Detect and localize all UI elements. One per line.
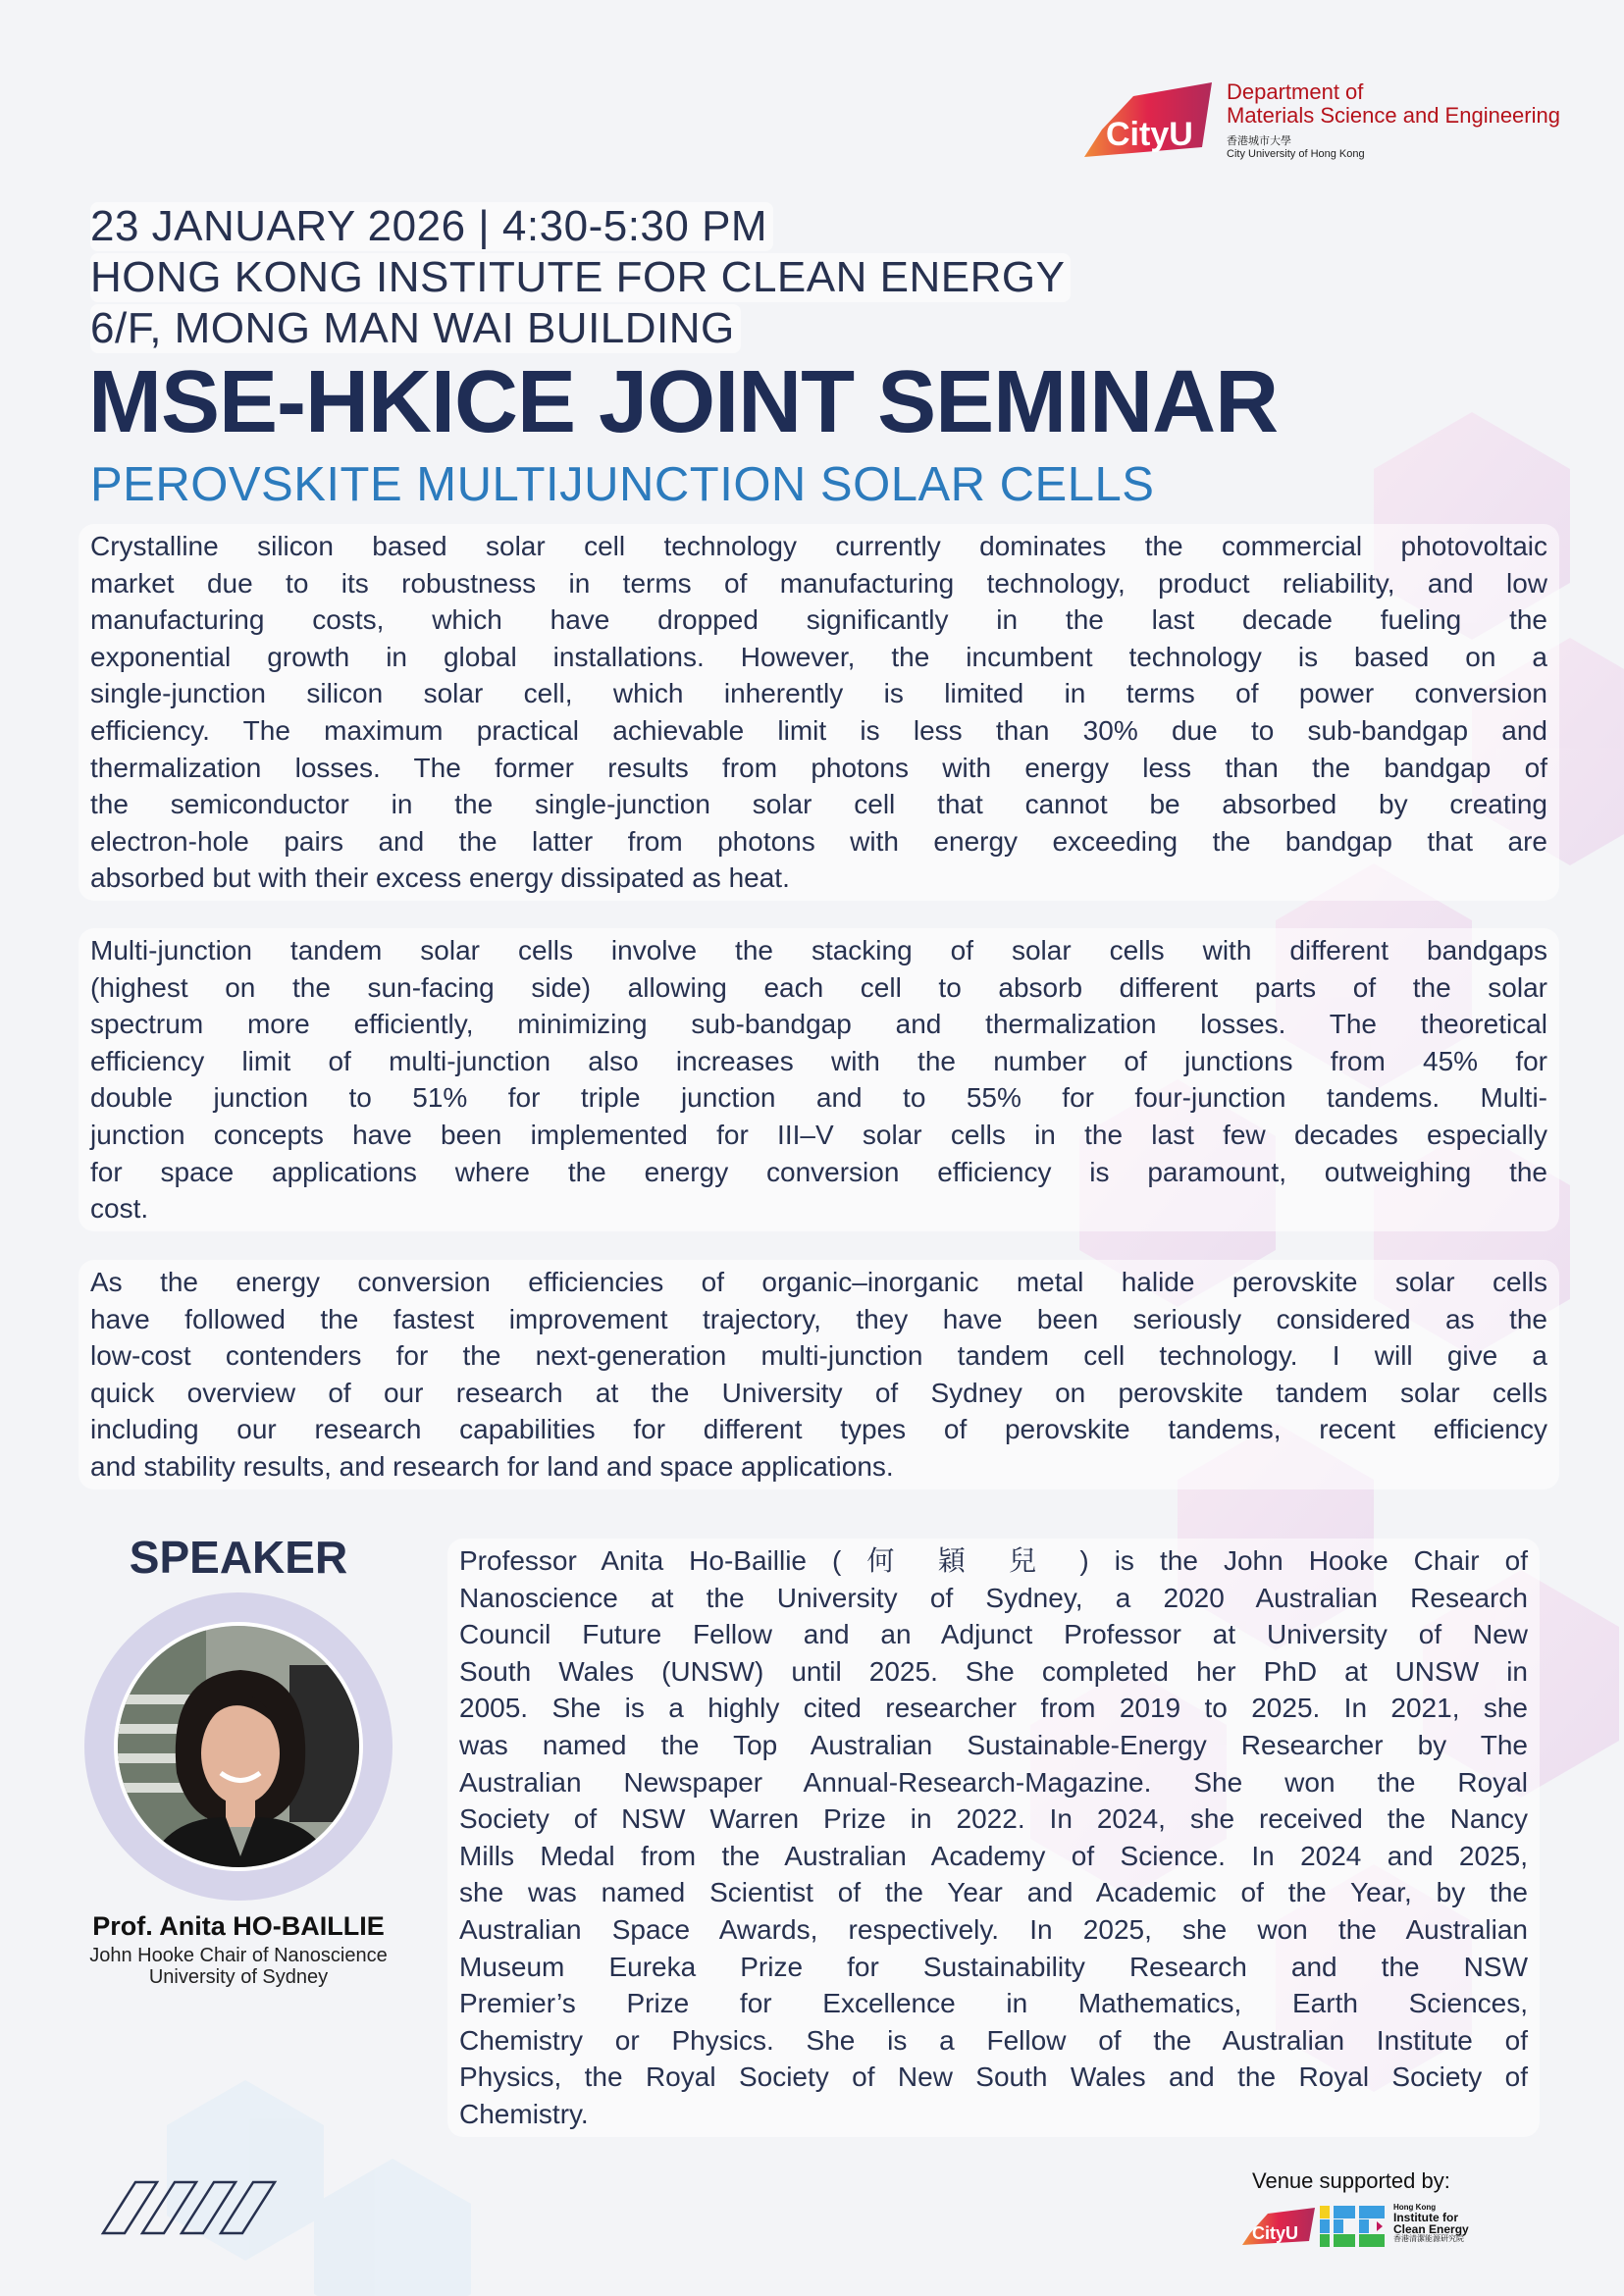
event-venue-line1: HONG KONG INSTITUTE FOR CLEAN ENERGY <box>90 253 1071 302</box>
text-line: low-cost contenders for the next-generation multi-junction tandem cell technology. I will give a <box>90 1340 1547 1372</box>
text-line: junction concepts have been implemented for III–V solar cells in the last few decades especially <box>90 1119 1547 1150</box>
department-line1: Department of <box>1227 79 1364 104</box>
speaker-bio <box>447 1539 1540 2137</box>
icce-logo-text <box>1393 2204 1469 2243</box>
icce-logo-icon <box>1320 2206 1385 2247</box>
text-line: exponential growth in global installations. However, the incumbent technology is based on a <box>90 641 1547 672</box>
text-line: the semiconductor in the single-junction solar cell that cannot be absorbed by creating <box>90 789 1547 820</box>
text-line: Museum Eureka Prize for Sustainability Research and the NSW <box>459 1951 1528 1982</box>
cityu-logo-text: CityU <box>1106 116 1193 153</box>
speaker-affiliation: University of Sydney <box>148 1966 329 1988</box>
text-line: single-junction silicon solar cell, which inherently is limited in terms of power conversion <box>90 678 1547 709</box>
icce-line2: Clean Energy <box>1393 2222 1469 2236</box>
text-line: spectrum more efficiently, minimizing sub-bandgap and thermalization losses. The theoretical <box>90 1009 1547 1040</box>
cityu-footer-logo <box>1238 2204 1317 2253</box>
department-name <box>1227 80 1560 128</box>
icce-hk: Hong Kong <box>1393 2203 1437 2212</box>
text-line: Multi-junction tandem solar cells involve the stacking of solar cells with different bandgaps <box>90 935 1547 965</box>
text-line: (highest on the sun-facing side) allowing each cell to absorb different parts of the solar <box>90 971 1547 1003</box>
event-datetime: 23 JANUARY 2026 | 4:30-5:30 PM <box>90 202 773 251</box>
university-cn: 香港城市大學 <box>1227 135 1291 147</box>
text-line: electron-hole pairs and the latter from photons with energy exceeding the bandgap that are <box>90 825 1547 857</box>
event-venue-line2: 6/F, MONG MAN WAI BUILDING <box>90 304 741 353</box>
text-line: Australian Space Awards, respectively. In 2025, she won the Australian <box>459 1913 1528 1945</box>
cityu-footer-logo-text: CityU <box>1252 2223 1299 2243</box>
text-line: quick overview of our research at the University of Sydney on perovskite tandem solar cells <box>90 1377 1547 1408</box>
abstract-paragraph-3 <box>79 1260 1559 1489</box>
speaker-role: John Hooke Chair of Nanoscience <box>89 1945 388 1966</box>
icce-cn: 香港清潔能源研究院 <box>1393 2234 1464 2243</box>
speaker-heading: SPEAKER <box>129 1532 348 1583</box>
text-line: Mills Medal from the Australian Academy of Science. In 2024 and 2025, <box>459 1840 1528 1871</box>
text-line: Nanoscience at the University of Sydney, a 2020 Australian Research <box>459 1582 1528 1613</box>
text-line: market due to its robustness in terms of manufacturing technology, product reliability, and low <box>90 567 1547 599</box>
speaker-name: Prof. Anita HO-BAILLIE <box>92 1911 385 1941</box>
abstract-paragraph-1 <box>79 524 1559 901</box>
text-line: thermalization losses. The former results from photons with energy less than the bandgap of <box>90 752 1547 783</box>
department-line2: Materials Science and Engineering <box>1227 103 1560 128</box>
text-line: Professor Anita Ho-Baillie ( 何 穎 兒 ) is the John Hooke Chair of <box>459 1545 1528 1576</box>
text-line: 2005. She is a highly cited researcher from 2019 to 2025. In 2021, she <box>459 1693 1528 1724</box>
university-name <box>1227 135 1365 161</box>
text-line: Physics, the Royal Society of New South Wales and the Royal Society of <box>459 2061 1528 2093</box>
text-line: including our research capabilities for different types of perovskite tandems, recent efficiency <box>90 1414 1547 1445</box>
seminar-title: MSE-HKICE JOINT SEMINAR <box>88 353 1279 451</box>
slash-decoration-icon <box>98 2180 314 2235</box>
text-line: Society of NSW Warren Prize in 2022. In 2024, she received the Nancy <box>459 1803 1528 1835</box>
text-line: Crystalline silicon based solar cell technology currently dominates the commercial photovoltaic <box>90 531 1547 561</box>
text-line: Premier’s Prize for Excellence in Mathematics, Earth Sciences, <box>459 1988 1528 2019</box>
text-line: efficiency. The maximum practical achievable limit is less than 30% due to sub-bandgap and <box>90 714 1547 746</box>
text-line: efficiency limit of multi-junction also increases with the number of junctions from 45% for <box>90 1045 1547 1076</box>
university-en: City University of Hong Kong <box>1227 148 1365 160</box>
venue-supported-label: Venue supported by: <box>1252 2168 1450 2193</box>
cityu-logo <box>1084 78 1222 161</box>
text-line: double junction to 51% for triple junction and to 55% for four-junction tandems. Multi- <box>90 1082 1547 1114</box>
text-line: cost. <box>90 1193 149 1225</box>
icce-line1: Institute for <box>1393 2211 1458 2224</box>
text-line: absorbed but with their excess energy dissipated as heat. <box>90 862 790 894</box>
text-line: manufacturing costs, which have dropped significantly in the last decade fueling the <box>90 604 1547 636</box>
abstract-paragraph-2 <box>79 928 1559 1231</box>
text-line: South Wales (UNSW) until 2025. She completed her PhD at UNSW in <box>459 1655 1528 1687</box>
text-line: Australian Newspaper Annual-Research-Magazine. She won the Royal <box>459 1766 1528 1798</box>
text-line: Chemistry or Physics. She is a Fellow of the Australian Institute of <box>459 2024 1528 2056</box>
text-line: for space applications where the energy conversion efficiency is paramount, outweighing the <box>90 1156 1547 1187</box>
text-line: and stability results, and research for land and space applications. <box>90 1450 894 1482</box>
text-line: was named the Top Australian Sustainable-Energy Researcher by The <box>459 1729 1528 1760</box>
text-line: Chemistry. <box>459 2098 589 2129</box>
text-line: As the energy conversion efficiencies of organic–inorganic metal halide perovskite solar cells <box>90 1267 1547 1297</box>
text-line: she was named Scientist of the Year and Academic of the Year, by the <box>459 1877 1528 1908</box>
speaker-photo <box>114 1622 363 1871</box>
text-line: Council Future Fellow and an Adjunct Professor at University of New <box>459 1619 1528 1650</box>
text-line: have followed the fastest improvement trajectory, they have been seriously considered as the <box>90 1303 1547 1334</box>
seminar-subtitle: PEROVSKITE MULTIJUNCTION SOLAR CELLS <box>90 458 1155 511</box>
